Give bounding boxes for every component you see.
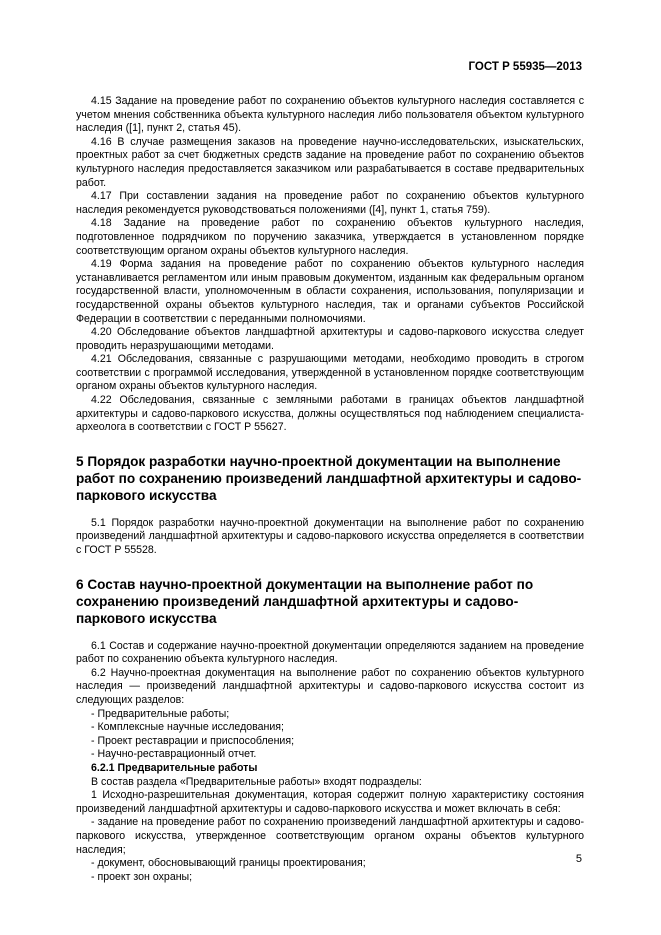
section-6-heading: 6 Состав научно-проектной документации на выполнение работ по сохранению произведений ландшафтной архитектуры и садово-паркового искусства: [76, 576, 534, 626]
list-item: - задание на проведение работ по сохранению произведений ландшафтной архитектуры и садово-паркового искусства, утвержденное соответствующим органом охраны объектов культурного наследия;: [76, 816, 584, 856]
paragraph-6-2: 6.2 Научно-проектная документация на выполнение работ по сохранению объектов культурного наследия — произведений ландшафтной архитектуры и садово-паркового искусства состоит из следующих разделов:: [76, 666, 584, 706]
paragraph-6-1: 6.1 Состав и содержание научно-проектной документации определяются заданием на проведение работ по сохранению объекта культурного наследия.: [76, 639, 584, 666]
list-item: - Предварительные работы;: [91, 707, 230, 720]
paragraph-4-16: 4.16 В случае размещения заказов на проведение научно-исследовательских, изыскательских, проектных работ за счет бюджетных средств задание на проведение работ по сохранению объектов культурного наследия предоставляется заказчиком или разрабатывается в составе предварительных работ.: [76, 135, 584, 189]
page-number: 5: [575, 853, 582, 865]
paragraph-5-1: 5.1 Порядок разработки научно-проектной документации на выполнение работ по сохранению произведений ландшафтной архитектуры и садово-паркового искусства определяется в соответствии с ГОСТ Р 55528.: [76, 516, 584, 557]
paragraph-4-19: 4.19 Форма задания на проведение работ по сохранению объектов культурного наследия устанавливается регламентом или иным правовым документом, изданным как федеральным органом государственной власти, уполномоченным в области сохранения, использования, популяризации и государственной охраны объектов культурного наследия, так и органами субъектов Российской Федерации в соответствии с переданными полномочиями.: [76, 258, 584, 325]
document-code: ГОСТ Р 55935—2013: [468, 61, 582, 73]
list-item: - Научно-реставрационный отчет.: [91, 748, 257, 761]
paragraph-item-1: 1 Исходно-разрешительная документация, которая содержит полную характеристику состояния произведений ландшафтной архитектуры и садово-паркового искусства и может включать в себя:: [76, 789, 584, 815]
subsection-6-2-1-heading: 6.2.1 Предварительные работы: [91, 761, 258, 774]
list-item: - проект зон охраны;: [91, 870, 193, 883]
list-item: - Комплексные научные исследования;: [91, 721, 284, 734]
list-item: - документ, обосновывающий границы проектирования;: [91, 857, 366, 870]
paragraph-4-21: 4.21 Обследования, связанные с разрушающими методами, необходимо проводить в строгом соответствии с программой исследования, утвержденной в установленном порядке соответствующим органом охраны объектов культурного наследия.: [76, 353, 584, 393]
paragraph-4-15: 4.15 Задание на проведение работ по сохранению объектов культурного наследия составляется с учетом мнения собственника объекта культурного наследия либо пользователя объектом культурного наследия ([1], пункт 2, статья 45).: [76, 95, 584, 135]
section-5-heading: 5 Порядок разработки научно-проектной документации на выполнение работ по сохранению произведений ландшафтной архитектуры и садово-паркового искусства: [76, 453, 582, 503]
page-content: [76, 95, 584, 884]
paragraph-4-18: 4.18 Задание на проведение работ по сохранению объектов культурного наследия, подготовленное подрядчиком по поручению заказчика, утверждается в установленном порядке соответствующим органом охраны объектов культурного наследия.: [76, 217, 584, 257]
list-item: - Проект реставрации и приспособления;: [91, 734, 295, 747]
paragraph-subsections-intro: В состав раздела «Предварительные работы» входят подразделы:: [91, 775, 422, 788]
paragraph-4-20: 4.20 Обследование объектов ландшафтной архитектуры и садово-паркового искусства следует проводить неразрушающими методами.: [76, 326, 584, 352]
paragraph-4-17: 4.17 При составлении задания на проведение работ по сохранению объектов культурного наследия рекомендуется руководствоваться положениями ([4], пункт 1, статья 759).: [76, 190, 584, 216]
paragraph-4-22: 4.22 Обследования, связанные с земляными работами в границах объектов ландшафтной архитектуры и садово-паркового искусства, должны осуществляться под наблюдением специалиста-археолога в соответствии с ГОСТ Р 55627.: [76, 394, 584, 434]
